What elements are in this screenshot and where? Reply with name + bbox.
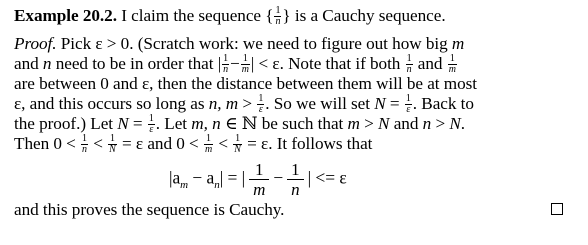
proof-label: Proof. <box>14 34 57 53</box>
vars-n-m: n, m <box>208 94 239 113</box>
fraction-1-over-m-b: $\frac{1}{m}$ <box>448 52 456 75</box>
fraction-1-over-n: $\frac{1}{n}$ <box>223 52 229 75</box>
period: . <box>460 114 466 133</box>
fraction-1-over-m: $\frac{1}{m}$ <box>241 52 249 75</box>
var-N-4: N <box>449 114 461 133</box>
heading-text-a: I claim the sequence { <box>121 6 274 25</box>
var-n-2: n <box>422 114 432 133</box>
minus-sign: − <box>230 54 240 73</box>
var-n: n <box>42 54 52 73</box>
proof-line-6 <box>14 134 574 154</box>
fraction-1-over-n-b: $\frac{1}{n}$ <box>406 52 412 75</box>
display-equation <box>14 154 574 198</box>
proof-line-5 <box>14 114 574 134</box>
proof-line-1 <box>14 34 574 54</box>
qed-square-icon <box>551 203 563 215</box>
var-N-2: N <box>117 114 129 133</box>
fraction-1-over-eps-c: $\frac{1}{\varepsilon}$ <box>148 112 154 135</box>
var-m: m <box>451 34 465 53</box>
text-then: Then 0 < <box>14 134 76 153</box>
text-and-2: and <box>417 54 443 73</box>
fraction-1-over-N-b: $\frac{1}{N}$ <box>234 132 241 155</box>
gt-sign-3: > <box>435 114 446 133</box>
eq-sign-2: = <box>132 114 143 133</box>
fraction-1-over-eps-b: $\frac{1}{\varepsilon}$ <box>405 92 411 115</box>
equation: $|a_m - a_n|$ = | $\frac{1}{m}$ − $\frac{1}{n}$ | <= ε <box>169 160 347 199</box>
fraction-1-over-N: $\frac{1}{N}$ <box>109 132 116 155</box>
var-N: N <box>374 94 386 113</box>
lt-sign: < <box>93 134 103 153</box>
proof-line-4 <box>14 94 574 114</box>
text-so-set: . So we will set <box>265 94 370 113</box>
proof-final-line <box>14 200 574 220</box>
text-it-follows: = ε. It follows that <box>247 134 373 153</box>
text-back-to: . Back to <box>412 94 474 113</box>
proof-line-1-text: Pick ε > 0. (Scratch work: we need to figure out how big <box>60 34 448 53</box>
vars-m-n: m, n <box>191 114 221 133</box>
heading-fraction: $\frac{1}{n}$ <box>275 4 281 27</box>
text-let: . Let <box>155 114 188 133</box>
text-and-3: and <box>393 114 419 133</box>
lt-sign-2: < <box>218 134 229 153</box>
var-N-3: N <box>378 114 390 133</box>
text-need: need to be in order that | <box>55 54 222 73</box>
fraction-1-over-n-c: $\frac{1}{n}$ <box>82 132 87 155</box>
text-occurs: ε, and this occurs so long as <box>14 94 205 113</box>
example-heading <box>14 6 574 26</box>
text-eq-eps-and: = ε and 0 < <box>122 134 199 153</box>
fraction-1-over-eps: $\frac{1}{\varepsilon}$ <box>258 92 264 115</box>
fraction-1-over-m-c: $\frac{1}{m}$ <box>204 132 213 155</box>
example-label: Example 20.2. <box>14 6 117 25</box>
eq-sign: = <box>389 94 400 113</box>
text-in-N: ∈ ℕ be such that <box>224 114 344 133</box>
conclusion-text: and this proves the sequence is Cauchy. <box>14 200 285 219</box>
display-fraction-1-over-m: $\frac{1}{m}$ <box>249 160 269 199</box>
document-page <box>14 6 574 220</box>
text-and: and <box>14 54 39 73</box>
var-m-2: m <box>347 114 360 133</box>
proof-line-3 <box>14 74 574 94</box>
display-fraction-1-over-n: $\frac{1}{n}$ <box>287 160 303 199</box>
proof-line-2 <box>14 54 574 74</box>
text-the-proof: the proof.) Let <box>14 114 113 133</box>
heading-text-b: } is a Cauchy sequence. <box>282 6 446 25</box>
gt-sign-2: > <box>364 114 374 133</box>
proof-line-3-text: are between 0 and ε, then the distance between them will be at most <box>14 74 477 93</box>
gt-sign: > <box>242 94 253 113</box>
text-note: | < ε. Note that if both <box>250 54 401 73</box>
